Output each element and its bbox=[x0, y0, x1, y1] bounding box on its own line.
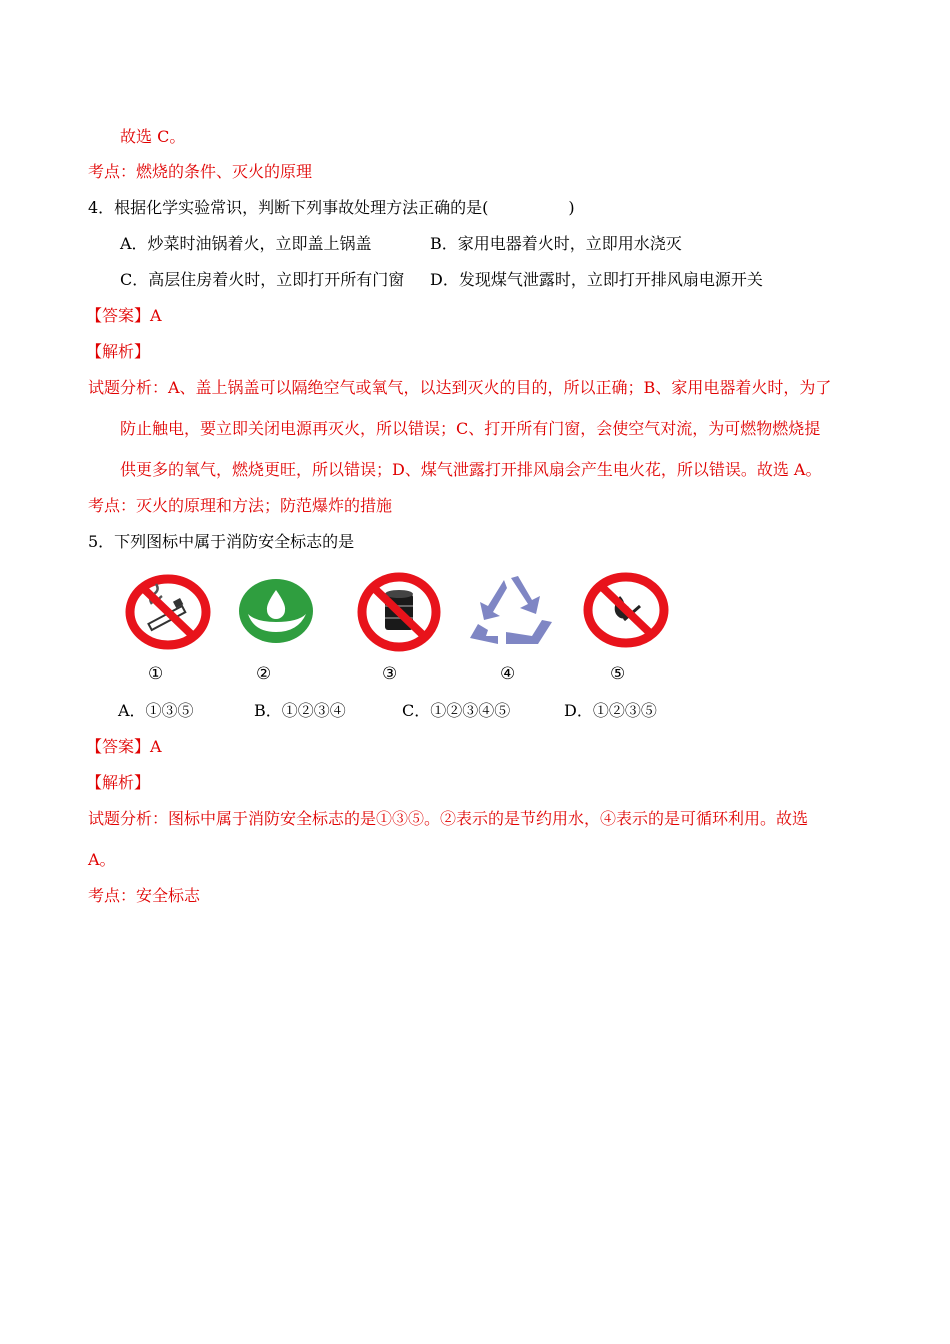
no-flammable-barrel-icon bbox=[356, 572, 442, 652]
q4-analysis-tag: 【解析】 bbox=[86, 342, 151, 361]
icon-label-1: ① bbox=[148, 664, 164, 684]
q5-answer-tag: 【答案】 bbox=[86, 737, 151, 756]
q4-answer-tag: 【答案】 bbox=[86, 306, 151, 325]
no-open-flame-icon bbox=[582, 572, 670, 648]
q5-kaodian: 考点：安全标志 bbox=[88, 886, 201, 905]
water-saving-icon bbox=[238, 578, 314, 644]
q4-analysis-line-3: 供更多的氧气，燃烧更旺，所以错误；D、煤气泄露打开排风扇会产生电火花，所以错误。故选 A。 bbox=[120, 460, 822, 479]
no-smoking-icon bbox=[124, 574, 212, 650]
q5-stem: 5．下列图标中属于消防安全标志的是 bbox=[88, 532, 355, 551]
q5-answer bbox=[86, 736, 162, 758]
prev-kaodian: 考点：燃烧的条件、灭火的原理 bbox=[88, 162, 313, 181]
icon-label-4: ④ bbox=[500, 664, 516, 684]
q4-stem: 4．根据化学实验常识，判断下列事故处理方法正确的是( ) bbox=[88, 198, 575, 217]
q4-kaodian: 考点：灭火的原理和方法；防范爆炸的措施 bbox=[88, 496, 393, 515]
q4-option-d: D．发现煤气泄露时，立即打开排风扇电源开关 bbox=[430, 270, 763, 289]
q5-analysis-line-2: A。 bbox=[88, 850, 116, 869]
q4-option-c: C．高层住房着火时，立即打开所有门窗 bbox=[120, 270, 405, 289]
q5-option-d: D．①②③⑤ bbox=[564, 701, 657, 720]
q4-analysis-line-2: 防止触电，要立即关闭电源再灭火，所以错误；C、打开所有门窗，会使空气对流，为可燃物燃烧提 bbox=[120, 419, 821, 438]
q4-answer-value: A bbox=[150, 306, 162, 325]
icon-label-3: ③ bbox=[382, 664, 398, 684]
icon-label-5: ⑤ bbox=[610, 664, 626, 684]
icon-label-2: ② bbox=[256, 664, 272, 684]
q4-answer bbox=[86, 305, 162, 327]
q4-analysis-line-1: 试题分析：A、盖上锅盖可以隔绝空气或氧气，以达到灭火的目的，所以正确；B、家用电器着火时，为了 bbox=[88, 378, 832, 397]
q5-option-b: B．①②③④ bbox=[254, 701, 346, 720]
q5-option-a: A．①③⑤ bbox=[118, 701, 194, 720]
q5-analysis-tag: 【解析】 bbox=[86, 773, 151, 792]
recycle-icon bbox=[466, 574, 556, 648]
q5-answer-value: A bbox=[150, 737, 162, 756]
q5-option-c: C．①②③④⑤ bbox=[402, 701, 511, 720]
prev-answer: 故选 C。 bbox=[120, 127, 186, 146]
q4-option-b: B．家用电器着火时，立即用水浇灭 bbox=[430, 234, 682, 253]
q4-option-a: A．炒菜时油锅着火，立即盖上锅盖 bbox=[120, 234, 372, 253]
q5-analysis-line-1: 试题分析：图标中属于消防安全标志的是①③⑤。②表示的是节约用水，④表示的是可循环利用。故选 bbox=[88, 809, 809, 828]
